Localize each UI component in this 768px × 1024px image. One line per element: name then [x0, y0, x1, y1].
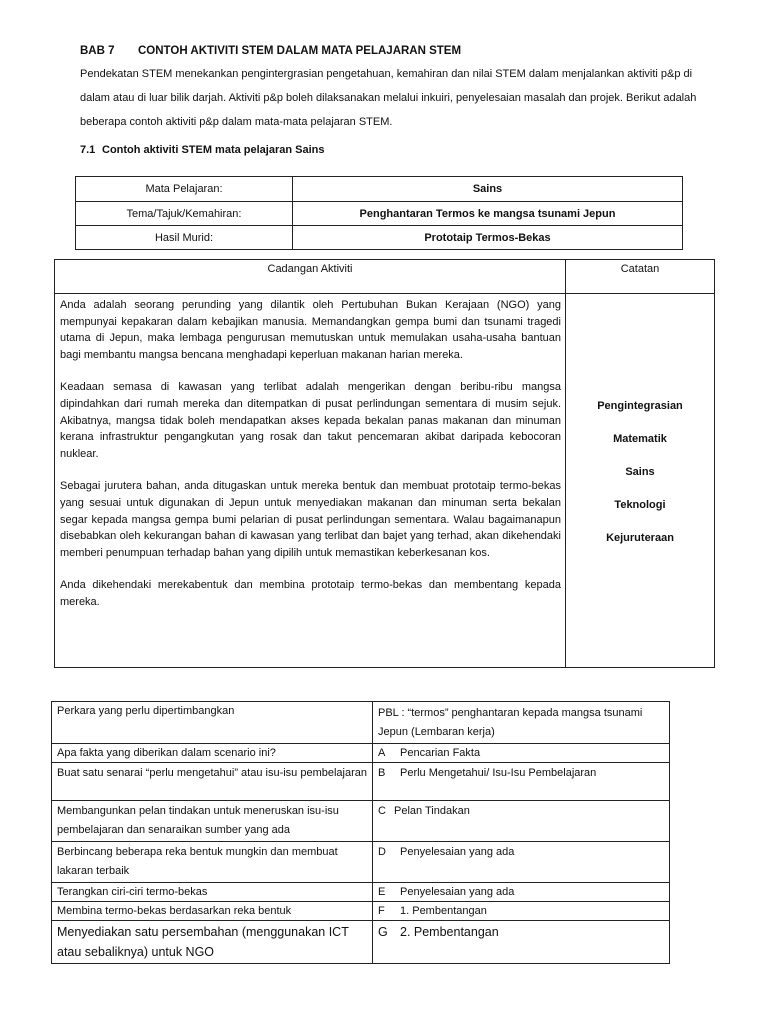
table-header-row [55, 260, 715, 294]
note-item: Matematik [613, 433, 667, 445]
activity-paragraph: Anda dikehendaki merekabentuk dan membina prototaip termo-bekas dan membentang kepada mereka. [60, 579, 561, 608]
column-header-activity: Cadangan Aktiviti [55, 260, 566, 294]
pbl-worksheet-table [51, 701, 670, 964]
table-row [52, 842, 670, 883]
consideration-item: Buat satu senarai “perlu mengetahui” atau isu-isu pembelajaran [52, 763, 373, 801]
note-item: Pengintegrasian [597, 400, 683, 412]
chapter-number: BAB 7 [80, 45, 115, 57]
note-item: Kejuruteraan [606, 532, 674, 544]
column-header-notes: Catatan [566, 260, 715, 294]
pbl-step [373, 883, 670, 902]
table-row [76, 177, 683, 202]
consideration-item: Membangunkan pelan tindakan untuk meneruskan isu-isu pembelajaran dan senaraikan sumber yang ada [52, 801, 373, 842]
step-letter: F [378, 905, 385, 917]
table-row [52, 763, 670, 801]
chapter-heading [80, 45, 461, 57]
chapter-title: CONTOH AKTIVITI STEM DALAM MATA PELAJARAN STEM [138, 45, 462, 57]
activity-table [54, 259, 715, 668]
activity-paragraph: Anda adalah seorang perunding yang dilantik oleh Pertubuhan Bukan Kerajaan (NGO) yang mempunyai kepakaran dalam kebajikan manusia. Memandangkan gempa bumi dan tsunami tragedi utama di Jepun, maka lembaga pengurusan memutuskan untuk memulakan usaha-usaha bantuan bagi membantu mangsa bencana menghadapi keperluan makanan harian mereka. [60, 299, 561, 361]
step-label: Perlu Mengetahui/ Isu-Isu Pembelajaran [400, 767, 597, 779]
info-label: Mata Pelajaran: [76, 177, 293, 202]
table-row [52, 921, 670, 964]
pbl-step [373, 801, 670, 842]
step-label: 1. Pembentangan [400, 905, 487, 917]
step-label: Penyelesaian yang ada [400, 846, 515, 858]
pbl-step [373, 902, 670, 921]
activity-cell [55, 294, 566, 668]
pbl-step [373, 921, 670, 964]
consideration-item: Membina termo-bekas berdasarkan reka bentuk [52, 902, 373, 921]
pbl-step [373, 842, 670, 883]
table-row [52, 801, 670, 842]
step-letter: B [378, 767, 386, 779]
info-value: Sains [293, 177, 683, 202]
subject-info-table [75, 176, 683, 250]
step-label: Pencarian Fakta [400, 747, 481, 759]
table-row [52, 744, 670, 763]
info-label: Tema/Tajuk/Kemahiran: [76, 202, 293, 226]
column-header-pbl: PBL : “termos” penghantaran kepada mangsa tsunami Jepun (Lembaran kerja) [373, 702, 670, 744]
intro-paragraph: Pendekatan STEM menekankan pengintergrasian pengetahuan, kemahiran dan nilai STEM dalam menjalankan aktiviti p&p di dalam atau di luar bilik darjah. Aktiviti p&p boleh dilaksanakan melalui inkuiri, penyelesaian masalah dan projek. Berikut adalah beberapa contoh aktiviti p&p dalam mata-mata pelajaran STEM. [80, 68, 697, 128]
step-label: Pelan Tindakan [394, 805, 470, 817]
column-header-considerations: Perkara yang perlu dipertimbangkan [52, 702, 373, 744]
consideration-item: Menyediakan satu persembahan (menggunakan ICT atau sebaliknya) untuk NGO [52, 921, 373, 964]
info-value: Prototaip Termos-Bekas [293, 226, 683, 250]
note-item: Sains [625, 466, 655, 478]
section-heading [80, 144, 325, 156]
table-row [52, 902, 670, 921]
pbl-step [373, 744, 670, 763]
table-row [76, 202, 683, 226]
section-number: 7.1 [80, 144, 96, 156]
info-value: Penghantaran Termos ke mangsa tsunami Jepun [293, 202, 683, 226]
step-letter: D [378, 846, 386, 858]
pbl-step [373, 763, 670, 801]
consideration-item: Terangkan ciri-ciri termo-bekas [52, 883, 373, 902]
step-label: Penyelesaian yang ada [400, 886, 515, 898]
step-letter: C [378, 805, 386, 817]
note-item: Teknologi [614, 499, 666, 511]
activity-paragraph: Sebagai jurutera bahan, anda ditugaskan untuk mereka bentuk dan membuat prototaip termo-bekas yang sesuai untuk digunakan di Jepun untuk menyediakan makanan dan minuman serta bekalan segar kepada mangsa gempa bumi pelarian di pusat perlindungan sementara. Walau bagaimanapun disebabkan oleh kekurangan bahan di kawasan yang terlibat dan bajet yang terhad, akan dikehendaki memberi penumpuan terhadap bahan yang dipilih untuk memastikan keberkesanan kos. [60, 480, 561, 559]
step-label: 2. Pembentangan [400, 925, 499, 939]
section-title: Contoh aktiviti STEM mata pelajaran Sains [102, 144, 325, 156]
info-label: Hasil Murid: [76, 226, 293, 250]
table-header-row [52, 702, 670, 744]
table-row [76, 226, 683, 250]
step-letter: G [378, 925, 388, 939]
table-row [52, 883, 670, 902]
consideration-item: Berbincang beberapa reka bentuk mungkin dan membuat lakaran terbaik [52, 842, 373, 883]
step-letter: E [378, 886, 386, 898]
step-letter: A [378, 747, 386, 759]
table-row [55, 294, 715, 668]
notes-cell [566, 294, 715, 668]
consideration-item: Apa fakta yang diberikan dalam scenario ini? [52, 744, 373, 763]
activity-paragraph: Keadaan semasa di kawasan yang terlibat adalah mengerikan dengan beribu-ribu mangsa dipindahkan dari rumah mereka dan ditempatkan di pusat perlindungan sementara di musim sejuk. Akibatnya, mangsa tidak boleh mendapatkan akses kepada bekalan panas makanan dan minuman kerana infrastruktur pengangkutan yang rosak dan takut pencemaran akibat daripada kebocoran nuklear. [60, 381, 561, 460]
